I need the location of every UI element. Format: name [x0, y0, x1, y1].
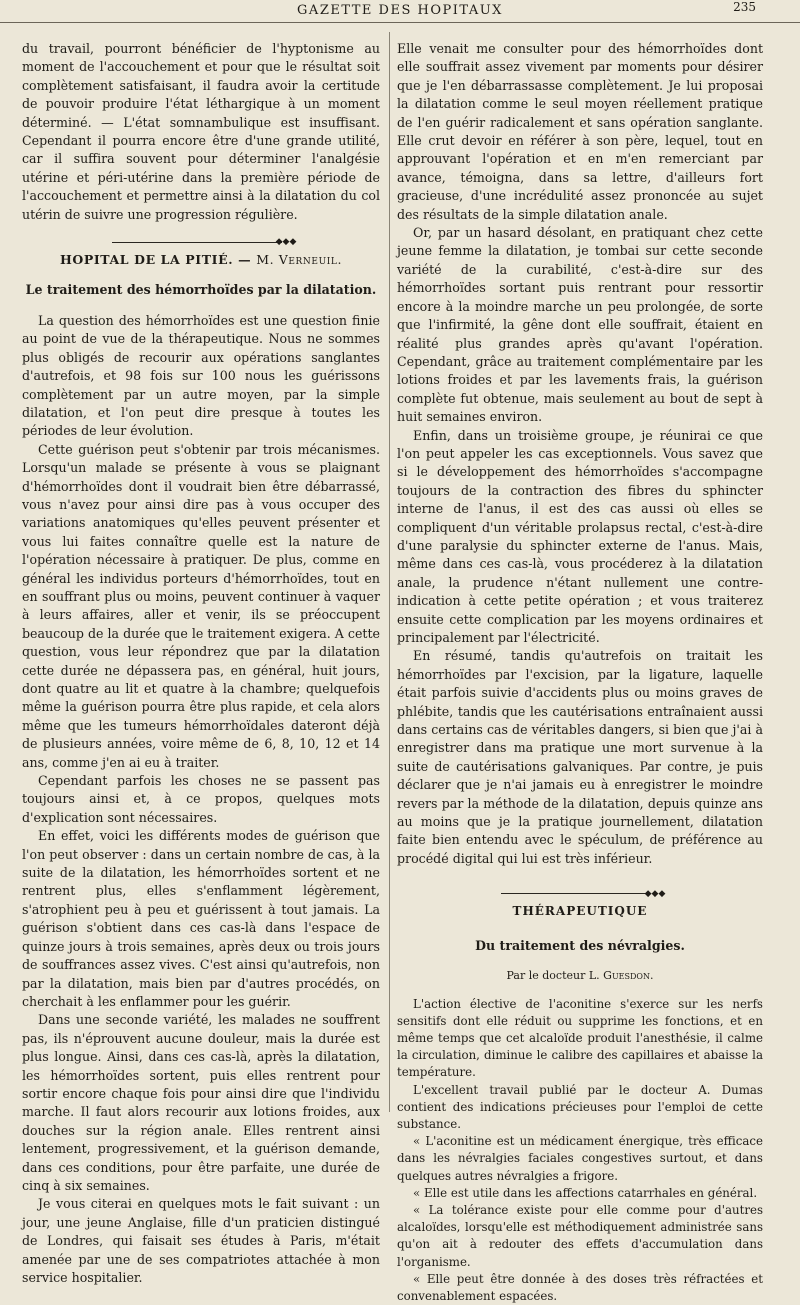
paragraph: Cette guérison peut s'obtenir par trois mécanismes. Lorsqu'un malade se présente à vous se plaignant d'hémorrhoïdes dont il voudrait bien être débarrassé, vous n'avez pour ainsi dire pas à vous occuper des variations anatomiques qu'elles peuvent présenter et vous lui faites connaître quelle est la nature de l'opération nécessaire à pratiquer. De plus, comme en général les individus porteurs d'hémorrhoïdes, tout en en souffrant plus ou moins, peuvent continuer à vaquer à leurs affaires, aller et venir, ils se préoccupent beaucoup de la durée que le traitement exigera. A cette question, vous leur répondrez que par la dilatation cette durée ne dépassera pas, en général, huit jours, dont quatre au lit et quatre à la chambre; quelquefois même la guérison pourra être plus rapide, et cela alors même que les tumeurs hémorrhoïdales dateront déjà de plusieurs années, voire même de 6, 8, 10, 12 et 14 ans, comme j'en ai eu à traiter.: [22, 441, 380, 772]
paragraph: La question des hémorrhoïdes est une question finie au point de vue de la thérapeutique. Nous ne sommes plus obligés de recourir aux opérations sanglantes d'autrefois, et 98 fois sur 100 nous les guérissons complètement par un autre moyen, par la simple dilatation, et l'on peut dire presque à toutes les périodes de leur évolution.: [22, 312, 380, 441]
paragraph: Or, par un hasard désolant, en pratiquant chez cette jeune femme la dilatation, je tombai sur cette seconde variété de la curabilité, c'est-à-dire sur des hémorrhoïdes sortant puis rentrant pour ressortir encore à la moindre marche un peu prolongée, de sorte que l'infirmité, la gêne dont elle souffrait, étaient en réalité plus grandes après qu'avant l'opération. Cependant, grâce au traitement complémentaire par les lotions froides et par les lavements frais, la guérison complète fut obtenue, mais seulement au bout de sept à huit semaines environ.: [397, 224, 763, 426]
paragraph: L'excellent travail publié par le docteur A. Dumas contient des indications précieuses pour l'emploi de cette substance.: [397, 1082, 763, 1134]
paragraph: Enfin, dans un troisième groupe, je réunirai ce que l'on peut appeler les cas exceptionnels. Vous savez que si le développement des hémorrhoïdes s'accompagne toujours de la contraction des fibres du sphincter interne de l'anus, il est des cas aussi où elles se compliquent d'un véritable prolapsus rectal, c'est-à-dire d'une paralysie du sphincter externe de l'anus. Mais, même dans ces cas-là, vous procéderez à la dilatation anale, la prudence n'étant nullement une contre-indication à cette petite opération ; et vous traiterez ensuite cette complication par les moyens ordinaires et principalement par l'électricité.: [397, 427, 763, 648]
paragraph: Elle venait me consulter pour des hémorrhoïdes dont elle souffrait assez vivement par moments pour désirer que je l'en débarrassasse complètement. Je lui proposai la dilatation comme le seul moyen réellement pratique de l'en guérir radicalement et sans opération sanglante. Elle crut devoir en référer à son père, lequel, tout en approuvant l'opération et en m'en remerciant par avance, témoigna, dans sa lettre, d'ailleurs fort gracieuse, d'une incrédulité assez prononcée au sujet des résultats de la simple dilatation anale.: [397, 40, 763, 224]
hospital-name: HOPITAL DE LA PITIÉ.: [60, 252, 233, 267]
paragraph: « L'aconitine est un médicament énergique, très efficace dans les névralgies faciales congestives surtout, et dans quelques autres névralgies a frigore.: [397, 1133, 763, 1185]
running-title: GAZETTE DES HOPITAUX: [0, 3, 800, 18]
paragraph: Dans une seconde variété, les malades ne souffrent pas, ils n'éprouvent aucune douleur, mais la durée est plus longue. Ainsi, dans ces cas-là, après la dilatation, les hémorrhoïdes sortent, puis elles rentrent pour sortir encore chaque fois pour ainsi dire que l'individu marche. Il faut alors recourir aux lotions froides, aux douches sur la région anale. Elles rentrent ainsi lentement, progressivement, et la guérison demande, dans ces conditions, pour être parfaite, une durée de cinq à six semaines.: [22, 1011, 380, 1195]
paragraph: « La tolérance existe pour elle comme pour d'autres alcaloïdes, lorsqu'elle est méthodiquement administrée sans qu'on ait à redouter des effets d'accumulation dans l'organisme.: [397, 1202, 763, 1271]
page-header: [0, 0, 800, 23]
section-ornament: ◆◆◆: [22, 233, 380, 241]
heading-dash: —: [238, 252, 251, 267]
section-ornament: ◆◆◆: [397, 884, 763, 892]
section-heading-hospital: [22, 251, 380, 269]
right-column: [397, 40, 763, 1305]
paragraph: En effet, voici les différents modes de guérison que l'on peut observer : dans un certain nombre de cas, à la suite de la dilatation, les hémorrhoïdes sortent et ne rentrent plus, elles s'enflamment légèrement, s'atrophient peu à peu et guérissent à tout jamais. La guérison s'obtient dans ces cas-là dans l'espace de quinze jours à trois semaines, après deux ou trois jours de souffrances assez vives. C'est ainsi qu'autrefois, non par la dilatation, mais bien par d'autres procédés, on cherchait à les enflammer pour les guérir.: [22, 827, 380, 1011]
article-title: Du traitement des névralgies.: [397, 937, 763, 955]
author-name: M. Verneuil.: [256, 252, 342, 267]
byline-prefix: Par le docteur: [507, 969, 586, 982]
byline: [397, 967, 763, 985]
article-title: Le traitement des hémorrhoïdes par la dilatation.: [22, 281, 380, 299]
left-column: [22, 40, 380, 1287]
article-body: [397, 996, 763, 1305]
paragraph: Je vous citerai en quelques mots le fait suivant : un jour, une jeune Anglaise, fille d'un praticien distingué de Londres, qui faisait ses études à Paris, m'était amenée par une de ses compatriotes attachée à mon service hospitalier.: [22, 1195, 380, 1287]
paragraph: « Elle est utile dans les affections catarrhales en général.: [397, 1185, 763, 1202]
byline-author: L. Guesdon.: [589, 969, 654, 982]
page-number: 235: [733, 0, 756, 14]
section-heading-therapeutique: THÉRAPEUTIQUE: [397, 902, 763, 920]
paragraph: En résumé, tandis qu'autrefois on traitait les hémorrhoïdes par l'excision, par la ligature, laquelle était parfois suivie d'accidents plus ou moins graves de phlébite, tandis que les cautérisations entraînaient aussi dans certains cas de véritables dangers, si bien que j'ai à enregistrer dans ma pratique une mort survenue à la suite de cautérisations galvaniques. Par contre, je puis déclarer que je n'ai jamais eu à enregistrer le moindre revers par la méthode de la dilatation, depuis quinze ans au moins que je la pratique journellement, dilatation faite bien entendu avec le spéculum, de préférence au procédé digital qui lui est très inférieur.: [397, 647, 763, 868]
column-divider: [389, 32, 390, 1112]
paragraph: « Elle peut être donnée à des doses très réfractées et convenablement espacées.: [397, 1271, 763, 1305]
intro-paragraph: du travail, pourront bénéficier de l'hyptonisme au moment de l'accouchement et pour que le résultat soit complètement satisfaisant, il faudra avoir la certitude de pouvoir produire l'état léthargique à un moment déterminé. — L'état somnambulique est insuffisant. Cependant il pourra encore être d'une grande utilité, car il suffira souvent pour déterminer l'analgésie utérine et péri-utérine dans la première période de l'accouchement et permettre ainsi à la dilatation du col utérin de suivre une progression régulière.: [22, 40, 380, 224]
paragraph: L'action élective de l'aconitine s'exerce sur les nerfs sensitifs dont elle réduit ou supprime les fonctions, et en même temps que cet alcaloïde produit l'anesthésie, il calme la circulation, diminue le calibre des capillaires et abaisse la température.: [397, 996, 763, 1082]
paragraph: Cependant parfois les choses ne se passent pas toujours ainsi et, à ce propos, quelques mots d'explication sont nécessaires.: [22, 772, 380, 827]
